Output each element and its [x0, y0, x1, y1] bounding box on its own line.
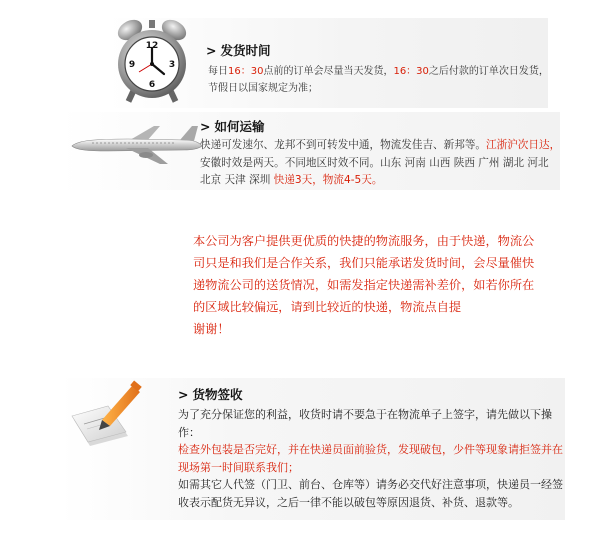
shipping-time-line-1: 每日16：30点前的订单会尽量当天发货，16：30之后付款的订单次日发货，	[208, 66, 549, 77]
notice-line-4: 的区域比较偏远，请到比较近的快递，物流点自提	[193, 300, 462, 314]
logistics-notice	[193, 230, 588, 340]
receipt-paragraph-1: 为了充分保证您的利益，收货时请不要急于在物流单子上签字，请先做以下操作：	[178, 408, 552, 439]
shipping-time-title: > 发货时间	[206, 43, 271, 58]
alarm-clock-icon	[112, 14, 192, 106]
airplane-icon	[68, 122, 206, 166]
shipping-method-title: > 如何运输	[200, 119, 265, 134]
notice-line-2: 司只是和我们是合作关系，我们只能承诺发货时间，会尽量催快	[193, 256, 535, 270]
shipping-time-line-2: 节假日以国家规定为准；	[208, 83, 318, 94]
pen-sign-icon	[68, 380, 148, 450]
receipt-body	[178, 406, 563, 511]
notice-line-3: 递物流公司的送货情况，如需发指定快递需补差价，如若你所在	[193, 278, 535, 292]
shipping-method-body	[200, 137, 561, 190]
clock-number-6: 6	[148, 80, 156, 90]
receipt-section	[60, 378, 565, 520]
receipt-paragraph-3: 如需其它人代签（门卫、前台、仓库等）请务必交代好注意事项，快递员一经签收表示配货无异议，之后一律不能以破包等原因退货、补货、退款等。	[178, 478, 563, 509]
receipt-title: > 货物签收	[178, 387, 243, 402]
clock-number-3: 3	[168, 60, 176, 70]
shipping-time-body	[208, 63, 548, 97]
receipt-paragraph-2: 检查外包装是否完好，并在快递员面前验货，发现破包，少件等现象请拒签并在现场第一时间联系我们；	[178, 443, 563, 474]
notice-line-5: 谢谢！	[193, 322, 230, 336]
shipping-method-section	[60, 112, 560, 190]
clock-number-9: 9	[128, 60, 136, 70]
shipping-method-line-1: 快递可发速尔、龙邦不到可转发中通，物流发佳吉、新邦等。江浙沪次日达，	[200, 139, 561, 151]
shipping-time-section	[108, 18, 548, 108]
notice-line-1: 本公司为客户提供更优质的快捷的物流服务，由于快递，物流公	[193, 234, 535, 248]
clock-number-12: 12	[145, 41, 159, 51]
shipping-method-line-2: 安徽时效是两天。不同地区时效不同。山东 河南 山西 陕西 广州 湖北 河北	[200, 156, 549, 169]
shipping-method-line-3: 北京 天津 深圳 快递3天，物流4-5天。	[200, 174, 383, 186]
